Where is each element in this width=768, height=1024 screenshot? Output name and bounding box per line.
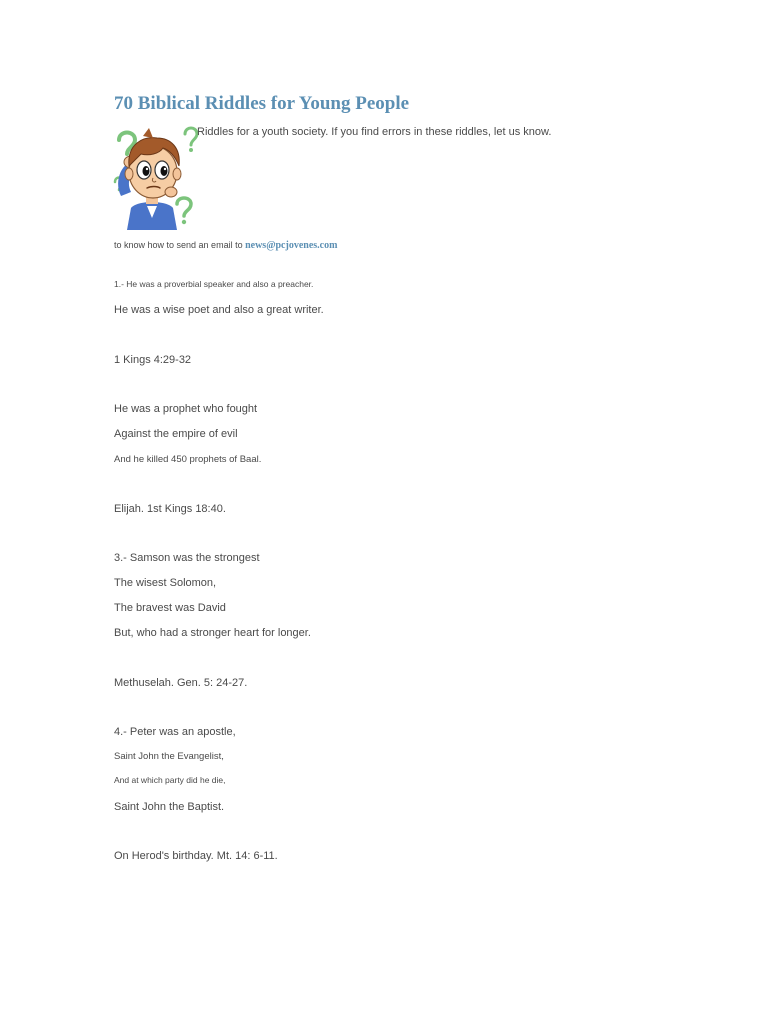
email-line: [114, 240, 337, 251]
page-title: 70 Biblical Riddles for Young People: [114, 93, 410, 114]
riddle-line: He was a prophet who fought: [114, 403, 258, 415]
thinking-boy-icon: [113, 126, 199, 230]
riddle-line: Against the empire of evil: [114, 428, 238, 440]
riddle-answer: On Herod's birthday. Mt. 14: 6-11.: [114, 850, 278, 862]
riddle-line: 4.- Peter was an apostle,: [114, 726, 236, 738]
riddle-line: But, who had a stronger heart for longer.: [114, 627, 311, 639]
riddle-line: The bravest was David: [114, 602, 226, 614]
email-prefix: to know how to send an email to: [114, 240, 246, 250]
riddle-answer: 1 Kings 4:29-32: [114, 354, 192, 366]
riddle-answer: Methuselah. Gen. 5: 24-27.: [114, 677, 248, 689]
riddle-line: 1.- He was a proverbial speaker and also a preacher.: [114, 279, 314, 289]
riddle-line: 3.- Samson was the strongest: [114, 552, 260, 564]
riddle-line: The wisest Solomon,: [114, 577, 217, 589]
intro-text: Riddles for a youth society. If you find errors in these riddles, let us know.: [197, 126, 552, 138]
riddle-line: Saint John the Evangelist,: [114, 751, 224, 762]
riddle-line: He was a wise poet and also a great writer.: [114, 304, 324, 316]
riddle-line: Saint John the Baptist.: [114, 801, 225, 813]
riddle-line: And he killed 450 prophets of Baal.: [114, 454, 262, 465]
riddle-answer: Elijah. 1st Kings 18:40.: [114, 503, 226, 515]
intro-section: [113, 126, 573, 230]
email-link[interactable]: news@pcjovenes.com: [245, 240, 338, 251]
riddle-line: And at which party did he die,: [114, 775, 226, 785]
